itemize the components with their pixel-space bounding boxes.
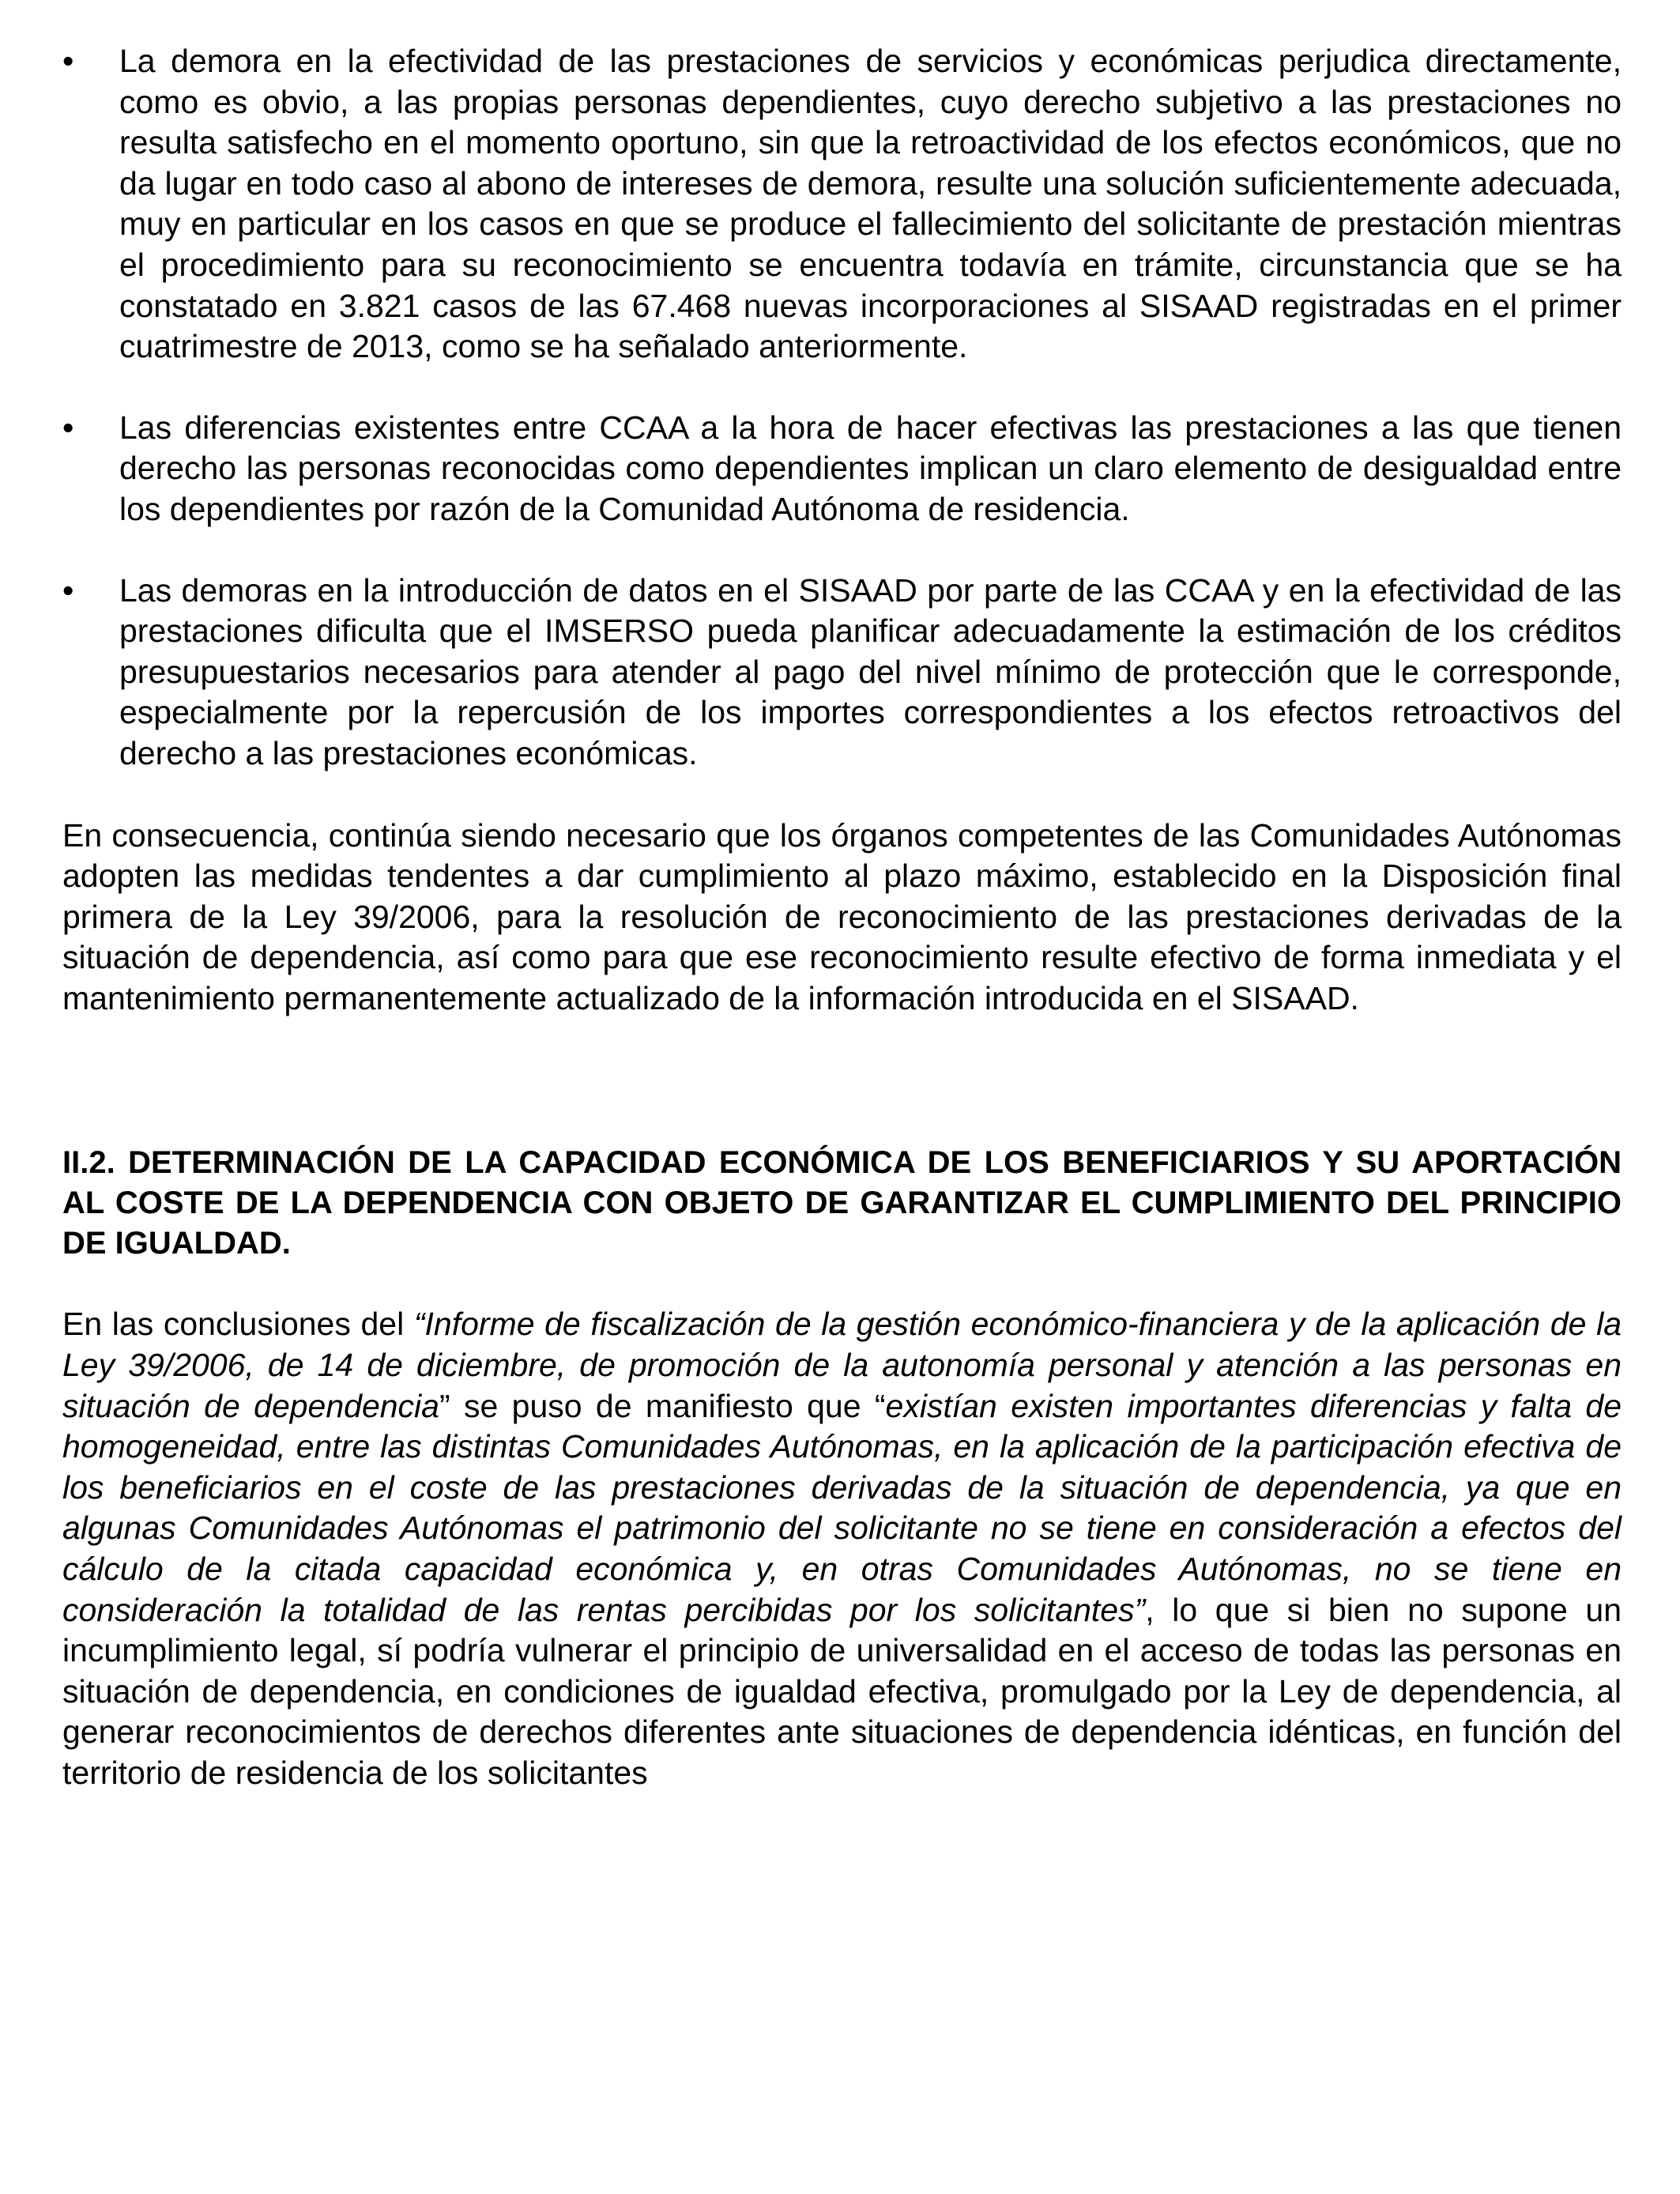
bullet-dot-icon: • (62, 409, 74, 446)
bullet-text: La demora en la efectividad de las prestaciones de servicios y económicas perjudica directamente, como es obvio, a las propias personas dependientes, cuyo derecho subjetivo a las prestaciones no resulta satisfecho en el momento oportuno, sin que la retroactividad de los efectos económicos, que no da lugar en todo caso al abono de intereses de demora, resulte una solución suficientemente adecuada, muy en particular en los casos en que se produce el fallecimiento del solicitante de prestación mientras el procedimiento para su reconocimiento se encuentra todavía en trámite, circunstancia que se ha constatado en 3.821 casos de las 67.468 nuevas incorporaciones al SISAAD registradas en el primer cuatrimestre de 2013, como se ha señalado anteriormente. (119, 43, 1622, 365)
bullet-dot-icon: • (62, 43, 74, 79)
section-paragraph-text: , lo que si bien no supone un incumplimiento legal, sí podría vulnerar el principio de universalidad en el acceso de todas las personas en situación de dependencia, en condiciones de igualdad efectiva, promulgado por la Ley de dependencia, al generar reconocimientos de derechos diferentes ante situaciones de dependencia idénticas, en función del territorio de residencia de los solicitantes (62, 1591, 1622, 1791)
bullet-dot-icon: • (62, 571, 74, 609)
bullet-text: Las diferencias existentes entre CCAA a la hora de hacer efectivas las prestaciones a las que tienen derecho las personas reconocidas como dependientes implican un claro elemento de desigualdad entre los dependientes por razón de la Comunidad Autónoma de residencia. (119, 409, 1622, 527)
section-heading: II.2. DETERMINACIÓN DE LA CAPACIDAD ECONÓMICA DE LOS BENEFICIARIOS Y SU APORTACIÓN AL COSTE DE LA DEPENDENCIA CON OBJETO DE GARANTIZAR EL CUMPLIMIENTO DEL PRINCIPIO DE IGUALDAD. (62, 1145, 1622, 1261)
conclusions-bullet-list (62, 41, 1622, 775)
report-finding-quote: existían existen importantes diferencias y falta de homogeneidad, entre las distintas Comunidades Autónomas, en la aplicación de la participación efectiva de los beneficiarios en el coste de las prestaciones derivadas de la situación de dependencia, ya que en algunas Comunidades Autónomas el patrimonio del solicitante no se tiene en consideración a efectos del cálculo de la citada capacidad económica y, en otras Comunidades Autónomas, no se tiene en consideración la totalidad de las rentas percibidas por los solicitantes” (62, 1387, 1622, 1628)
document-page (62, 41, 1622, 1794)
bullet-item-data-entry-delays (62, 571, 1622, 775)
report-title-quote: “Informe de fiscalización de la gestión económico-financiera y de la aplicación de la Ley 39/2006, de 14 de diciembre, de promoción de la autonomía personal y atención a las personas en situación de dependencia (62, 1306, 1622, 1424)
section-paragraph-text: En las conclusiones del (62, 1306, 414, 1343)
section-paragraph-text: ” se puso de manifiesto que “ (439, 1387, 886, 1424)
conclusion-paragraph: En consecuencia, continúa siendo necesario que los órganos competentes de las Comunidades Autónomas adopten las medidas tendentes a dar cumplimiento al plazo máximo, establecido en la Disposición final primera de la Ley 39/2006, para la resolución de reconocimiento de las prestaciones derivadas de la situación de dependencia, así como para que ese reconocimiento resulte efectivo de forma inmediata y el mantenimiento permanentemente actualizado de la información introducida en el SISAAD. (62, 816, 1622, 1016)
section-paragraph (62, 1304, 1622, 1793)
bullet-item-delay-effects (62, 41, 1622, 368)
bullet-item-ccaa-differences (62, 408, 1622, 530)
bullet-text: Las demoras en la introducción de datos en el SISAAD por parte de las CCAA y en la efectividad de las prestaciones dificulta que el IMSERSO pueda planificar adecuadamente la estimación de los créditos presupuestarios necesarios para atender al pago del nivel mínimo de protección que le corresponde, especialmente por la repercusión de los importes correspondientes a los efectos retroactivos del derecho a las prestaciones económicas. (119, 571, 1622, 771)
